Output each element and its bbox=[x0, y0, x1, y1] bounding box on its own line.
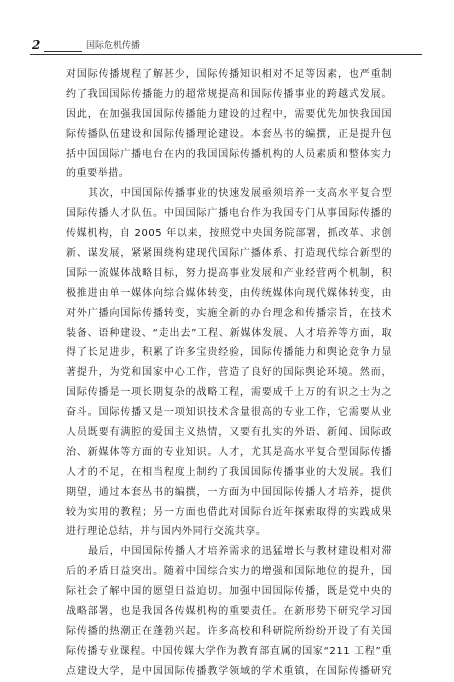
text-line: 国际传播人才队伍。中国国际广播电台作为我国专门从事国际传播的 bbox=[66, 208, 392, 220]
text-line: 际社会了解中国的愿望日益迫切。加强中国国际传播，既是党中央的 bbox=[66, 586, 392, 598]
text-line: 进行理论总结，并与国内外同行交流共享。 bbox=[66, 526, 267, 538]
text-line: 传媒机构，自 2005 年以来，按照党中央国务院部署，抓改革、求创 bbox=[66, 228, 392, 240]
text-line: 括中国国际广播电台在内的我国国际传播机构的人员素质和整体实力 bbox=[66, 148, 392, 160]
text-line: 对外广播向国际传播转变，实施全新的办台理念和传播宗旨，在技术 bbox=[66, 307, 392, 319]
text-line: 治、新媒体等方面的专业知识。人才，尤其是高水平复合型国际传播 bbox=[66, 446, 392, 458]
text-line: 较为实用的教程；另一方面也借此对国际台近年探索取得的实践成果 bbox=[66, 506, 392, 518]
text-line: 人才的不足，在相当程度上制约了我国国际传播事业的大发展。我们 bbox=[66, 466, 392, 478]
text-line: 期望，通过本套丛书的编撰，一方面为中国国际传播人才培养，提供 bbox=[66, 486, 392, 498]
text-line: 因此，在加强我国国际传播能力建设的过程中，需要优先加快我国国 bbox=[66, 108, 392, 120]
text-line: 得了长足进步，积累了许多宝贵经验，国际传播能力和舆论竞争力显 bbox=[66, 347, 392, 359]
text-line: 新、谋发展，紧紧围绕构建现代国际广播体系、打造现代综合新型的 bbox=[66, 248, 392, 260]
text-line: 最后，中国国际传播人才培养需求的迅猛增长与教材建设相对滞 bbox=[88, 546, 392, 558]
body-text bbox=[66, 65, 392, 682]
text-line: 国际一流媒体战略目标，努力提高事业发展和产业经营两个机制，积 bbox=[66, 267, 392, 279]
header-short-rule bbox=[44, 51, 82, 52]
paragraph-2 bbox=[66, 184, 392, 542]
text-line: 对国际传播规程了解甚少，国际传播知识相对不足等因素，也严重制 bbox=[66, 69, 392, 80]
paragraph-3 bbox=[66, 542, 392, 681]
text-line: 点建设大学，是中国国际传播教学领域的学术重镇，在国际传播研究 bbox=[66, 665, 392, 677]
text-line: 国际传播是一项长期复杂的战略工程，需要成千上万的有识之士为之 bbox=[66, 387, 392, 399]
running-header bbox=[30, 38, 422, 54]
text-line: 极推进由单一媒体向综合媒体转变，由传统媒体向现代媒体转变，由 bbox=[66, 287, 392, 299]
text-line: 其次，中国国际传播事业的快速发展亟须培养一支高水平复合型 bbox=[88, 188, 392, 200]
text-line: 约了我国国际传播能力的超常规提高和国际传播事业的跨越式发展。 bbox=[66, 88, 392, 100]
page-number: 2 bbox=[32, 38, 41, 52]
text-line: 人员既要有满腔的爱国主义热情，又要有扎实的外语、新闻、国际政 bbox=[66, 427, 392, 439]
paragraph-1 bbox=[66, 65, 392, 184]
text-line: 际传播专业课程。中国传媒大学作为教育部直属的国家“211 工程”重 bbox=[66, 645, 392, 657]
text-line: 际传播队伍建设和国际传播理论建设。本套丛书的编撰，正是提升包 bbox=[66, 128, 392, 140]
text-line: 装备、语种建设、“走出去”工程、新媒体发展、人才培养等方面，取 bbox=[66, 327, 392, 339]
text-line: 的重要举措。 bbox=[66, 168, 130, 180]
text-line: 后的矛盾日益突出。随着中国综合实力的增强和国际地位的提升，国 bbox=[66, 566, 392, 578]
text-line: 战略部署，也是我国各传媒机构的重要责任。在新形势下研究学习国 bbox=[66, 606, 392, 618]
text-line: 际传播的热潮正在蓬勃兴起。许多高校和科研院所纷纷开设了有关国 bbox=[66, 625, 392, 637]
text-line: 著提升，为党和国家中心工作，营造了良好的国际舆论环境。然而， bbox=[66, 367, 392, 379]
text-line: 奋斗。国际传播又是一项知识技术含量很高的专业工作，它需要从业 bbox=[66, 407, 392, 419]
running-title: 国际危机传播 bbox=[86, 41, 141, 51]
header-rule bbox=[30, 54, 422, 55]
